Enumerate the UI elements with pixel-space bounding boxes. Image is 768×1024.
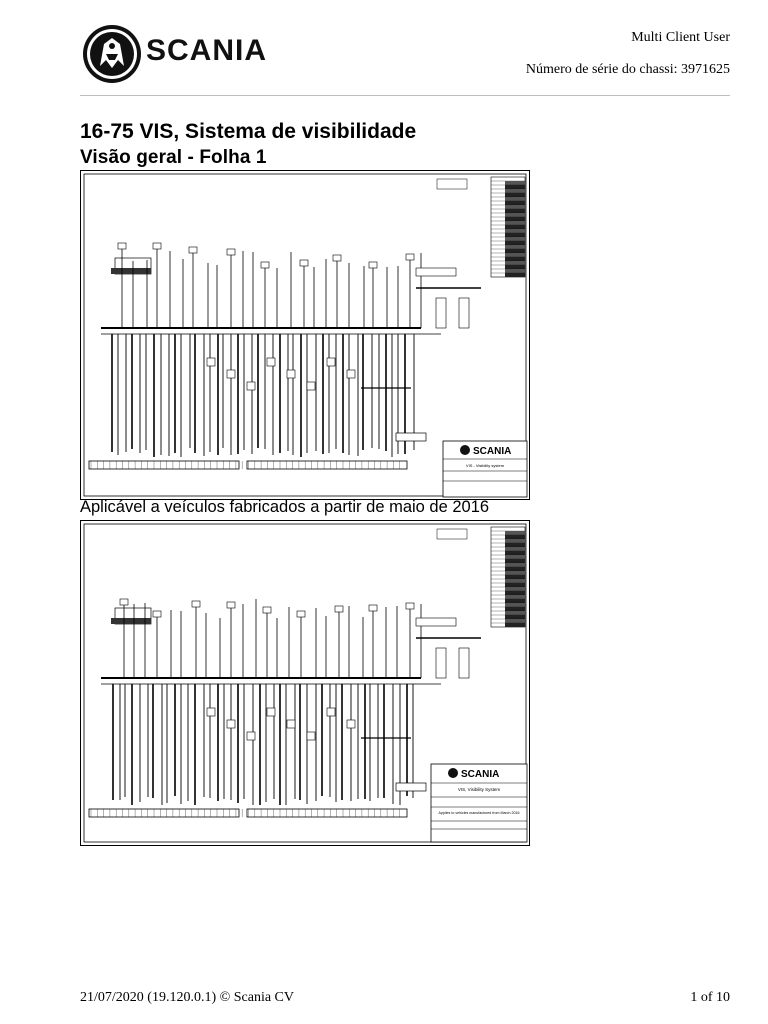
applicability-caption: Aplicável a veículos fabricados a partir de maio de 2016 (80, 498, 490, 516)
diagram-brand: SCANIA (473, 446, 512, 457)
page-number: 1 of 10 (690, 990, 730, 1005)
diagram-name: VIS - Visibility system (465, 463, 505, 468)
brand-wordmark: SCANIA (146, 34, 268, 67)
user-label: Multi Client User (631, 30, 730, 45)
diagram-name: VIS, Visibility System (457, 787, 501, 792)
diagram-brand: SCANIA (461, 769, 500, 780)
wiring-diagram-sheet-1 (80, 170, 530, 500)
page-header (0, 0, 768, 96)
wiring-diagram-drawing (81, 171, 529, 499)
wiring-diagram-sheet-2 (80, 520, 530, 846)
page-title: 16-75 VIS, Sistema de visibilidade (80, 120, 417, 143)
diagram-note: Applies to vehicles manufactured from March 2016 (438, 811, 520, 815)
chassis-number: Número de série do chassi: 3971625 (525, 62, 730, 77)
scania-logo (82, 24, 292, 84)
footer-date: 21/07/2020 (19.120.0.1) © Scania CV (80, 990, 295, 1005)
wiring-diagram-drawing (81, 521, 529, 845)
page-subtitle: Visão geral - Folha 1 (80, 147, 267, 168)
header-divider (80, 95, 730, 96)
